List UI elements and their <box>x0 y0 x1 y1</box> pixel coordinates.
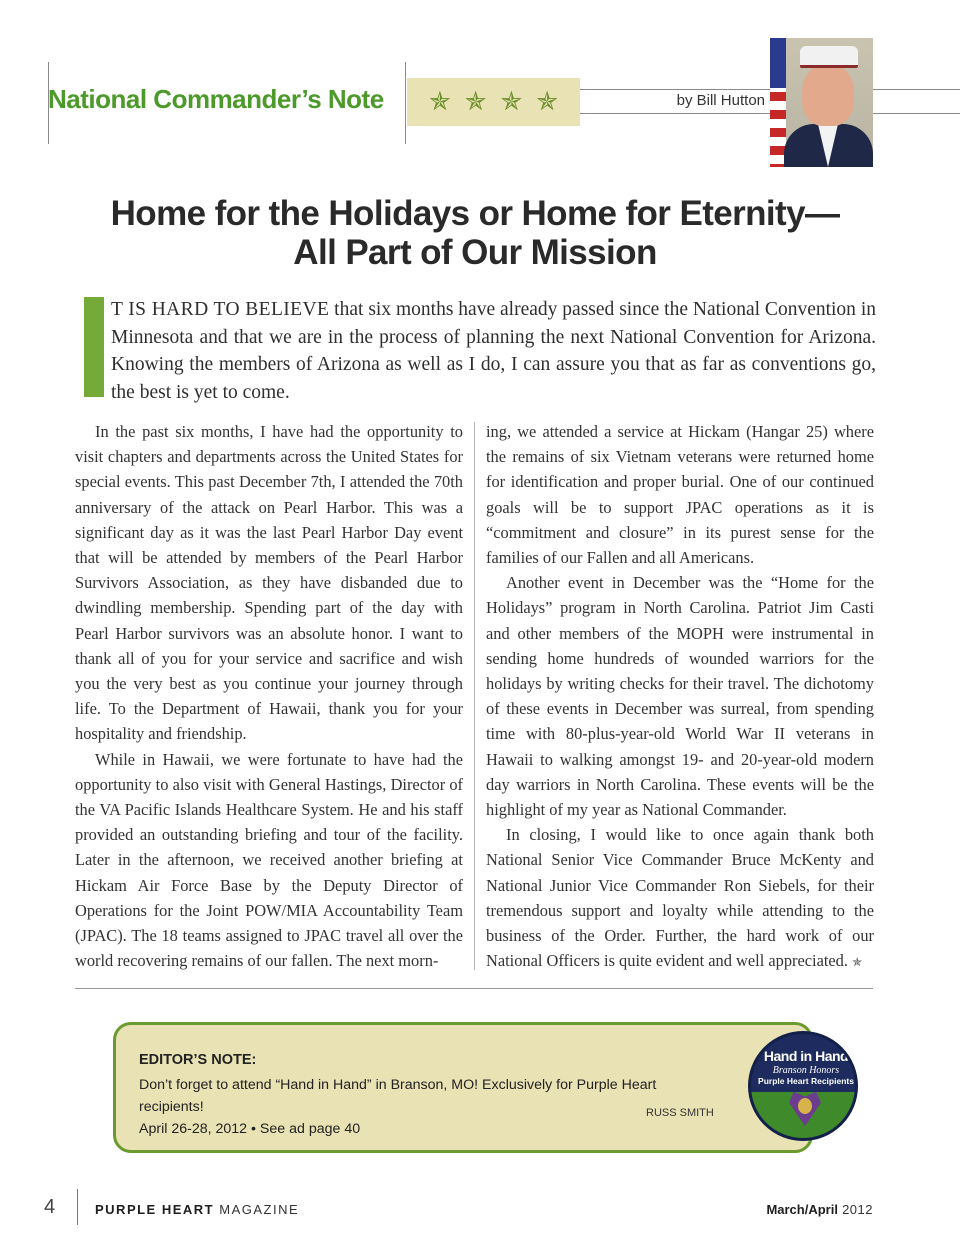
article-end-rule <box>75 988 873 989</box>
column-divider <box>474 422 475 970</box>
editors-note-text <box>139 1074 719 1140</box>
intro-text: that six months have already passed since the National Convention in Minnesota and that we are in the process of planning the next National Convention for Arizona. Knowing the members of Arizona as well as I do, I can assure you that as far as conventions go, the best is yet to come. <box>111 299 876 403</box>
issue-month: March/April <box>766 1202 838 1217</box>
flag-canton <box>770 38 786 88</box>
medal-profile-icon <box>798 1098 812 1114</box>
star-icon: ✯ <box>500 87 523 117</box>
logo-script: Branson Honors <box>772 1065 840 1076</box>
body-paragraph: While in Hawaii, we were fortunate to have had the opportunity to also visit with General Hastings, Director of the VA Pacific Islands Healthcare System. He and his staff provided an outstanding briefing and tour of the facility. Later in the afternoon, we received another briefing at Hickam Air Force Base by the Deputy Director of Operations for the Joint POW/MIA Accountability Team (JPAC). The 18 teams assigned to JPAC travel all over the world recovering remains of our fallen. The next morn- <box>75 749 463 971</box>
body-paragraph: ing, we attended a service at Hickam (Hangar 25) where the remains of six Vietnam veterans were returned home for identification and proper burial. One of our continued goals will be to support JPAC operations as it is “commitment and closure” in its purest sense for the families of our Fallen and all Americans. <box>486 422 874 568</box>
body-column-left <box>75 419 463 973</box>
portrait-cap <box>800 46 858 68</box>
logo-subtitle: Purple Heart Recipients <box>758 1076 854 1086</box>
editors-note-title: EDITOR’S NOTE: <box>139 1052 257 1068</box>
issue-year: 2012 <box>842 1202 873 1217</box>
body-paragraph <box>486 822 874 975</box>
headline-line-2: All Part of Our Mission <box>293 233 657 272</box>
editors-note-line-2: April 26-28, 2012 • See ad page 40 <box>139 1121 361 1137</box>
dropcap-bar <box>84 297 104 397</box>
star-icon: ✯ <box>464 87 487 117</box>
magazine-name-rest: MAGAZINE <box>219 1202 300 1217</box>
section-title: National Commander’s Note <box>48 84 384 114</box>
page-number: 4 <box>44 1196 56 1218</box>
intro-paragraph <box>111 296 876 406</box>
footer-divider <box>77 1189 78 1225</box>
headline-line-1: Home for the Holidays or Home for Eternity— <box>110 194 840 233</box>
stars-banner <box>407 78 580 126</box>
magazine-name-bold: PURPLE HEART <box>95 1202 215 1217</box>
article-headline <box>60 194 890 272</box>
end-mark-icon: ✯ <box>852 955 863 970</box>
editors-note-line-1: Don’t forget to attend “Hand in Hand” in Branson, MO! Exclusively for Purple Heart recipients! <box>139 1077 657 1115</box>
closing-text: In closing, I would like to once again thank both National Senior Vice Commander Bruce McKenty and National Junior Vice Commander Ron Siebels, for their tremendous support and loyalty while attending to the business of the Order. Further, the hard work of our National Officers is quite evident and well appreciated. <box>486 825 874 971</box>
body-paragraph: Another event in December was the “Home for the Holidays” program in North Carolina. Patriot Jim Casti and other members of the MOPH were instrumental in sending home hundreds of wounded warriors for the holidays by writing checks for their travel. The dichotomy of these events in December was surreal, from spending time with 80-plus-year-old World War II veterans in Hawaii to walking amongst 19- and 20-year-old modern day warriors in North Carolina. These events will be the highlight of my year as National Commander. <box>486 573 874 820</box>
body-column-right <box>486 419 874 975</box>
author-byline: by Bill Hutton <box>676 92 765 109</box>
author-portrait <box>770 38 873 167</box>
star-icon: ✯ <box>428 87 451 117</box>
header-rule-mid <box>405 62 406 144</box>
magazine-name <box>95 1202 299 1217</box>
intro-lead: T IS HARD TO BELIEVE <box>111 299 330 320</box>
issue-date <box>766 1202 873 1217</box>
editors-note-signature: RUSS SMITH <box>646 1107 714 1119</box>
logo-title: Hand in Hand <box>763 1048 849 1064</box>
portrait-face <box>802 64 854 126</box>
body-paragraph: In the past six months, I have had the opportunity to visit chapters and departments across the United States for special events. This past December 7th, I attended the 70th anniversary of the attack on Pearl Harbor. This was a significant day as it was the last Pearl Harbor Day event that will be attended by members of the Pearl Harbor Survivors Association, as they have disbanded due to dwindling membership. Spending part of the day with Pearl Harbor survivors was an absolute honor. I want to thank all of you for your service and sacrifice and wish you the very best as you continue your journey through life. To the Department of Hawaii, thank you for your hospitality and friendship. <box>75 422 463 744</box>
hand-in-hand-logo <box>748 1031 858 1141</box>
star-icon: ✯ <box>536 87 558 117</box>
